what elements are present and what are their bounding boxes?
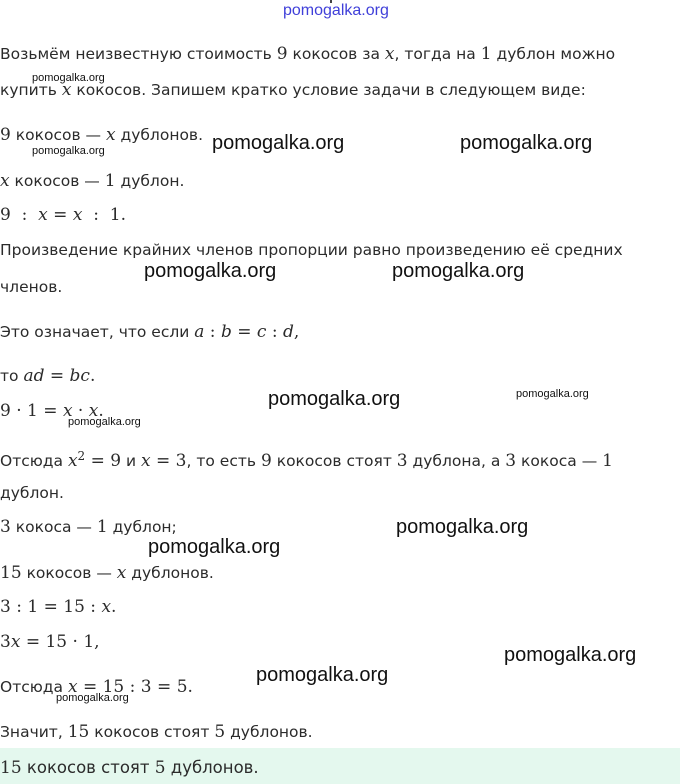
text-line-18: Значит, 15 кокосов стоят 5 дублонов. [0,722,313,742]
watermark-small: pomogalka.org [56,692,129,704]
watermark: pomogalka.org [212,132,345,154]
text-line-6: Произведение крайних членов пропорции равно произведению её средних [0,241,623,259]
watermark: pomogalka.org [144,260,277,282]
text-line-15: 3 : 1 = 15 : x. [0,597,117,617]
watermark: pomogalka.org [268,388,401,410]
watermark: pomogalka.org [504,644,637,666]
watermark: pomogalka.org [460,132,593,154]
text-line-11: Отсюда $x^2 = 9$ и x = 3, то есть 9 кокосов стоят 3 дублона, а 3 кокоса — 1 [0,449,613,472]
text-line-16: 3x = 15 · 1, [0,632,100,652]
proportion-line: 9 : x = x : 1. [0,205,126,225]
text-line-3: 9 кокосов — x дублонов. [0,125,203,145]
site-watermark-header: pomogalka.org [283,2,389,19]
text-line-14: 15 кокосов — x дублонов. [0,563,214,583]
watermark: pomogalka.org [392,260,525,282]
text-line-7: членов. [0,278,63,296]
text-line-13: 3 кокоса — 1 дублон; [0,517,177,537]
watermark: pomogalka.org [396,516,529,538]
watermark: pomogalka.org [256,664,389,686]
watermark-small: pomogalka.org [68,416,141,428]
text-line-17: Отсюда x = 15 : 3 = 5. [0,677,193,697]
answer-text: 15 кокосов стоят 5 дублонов. [0,758,259,778]
watermark-small: pomogalka.org [32,72,105,84]
text-line-1: Возьмём неизвестную стоимость 9 кокосов за x, тогда на 1 дублон можно [0,44,616,64]
text-line-9: то ad = bc. [0,366,96,386]
answer-box [0,748,680,784]
watermark-small: pomogalka.org [516,388,589,400]
text-line-4: x кокосов — 1 дублон. [0,171,185,191]
text-line-2: купить x кокосов. Запишем кратко условие задачи в следующем виде: [0,80,586,100]
watermark-small: pomogalka.org [32,145,105,157]
text-line-10: 9 · 1 = x · x. [0,401,104,421]
watermark: pomogalka.org [148,536,281,558]
text-line-8: Это означает, что если a : b = c : d, [0,322,300,342]
text-line-12: дублон. [0,484,64,502]
